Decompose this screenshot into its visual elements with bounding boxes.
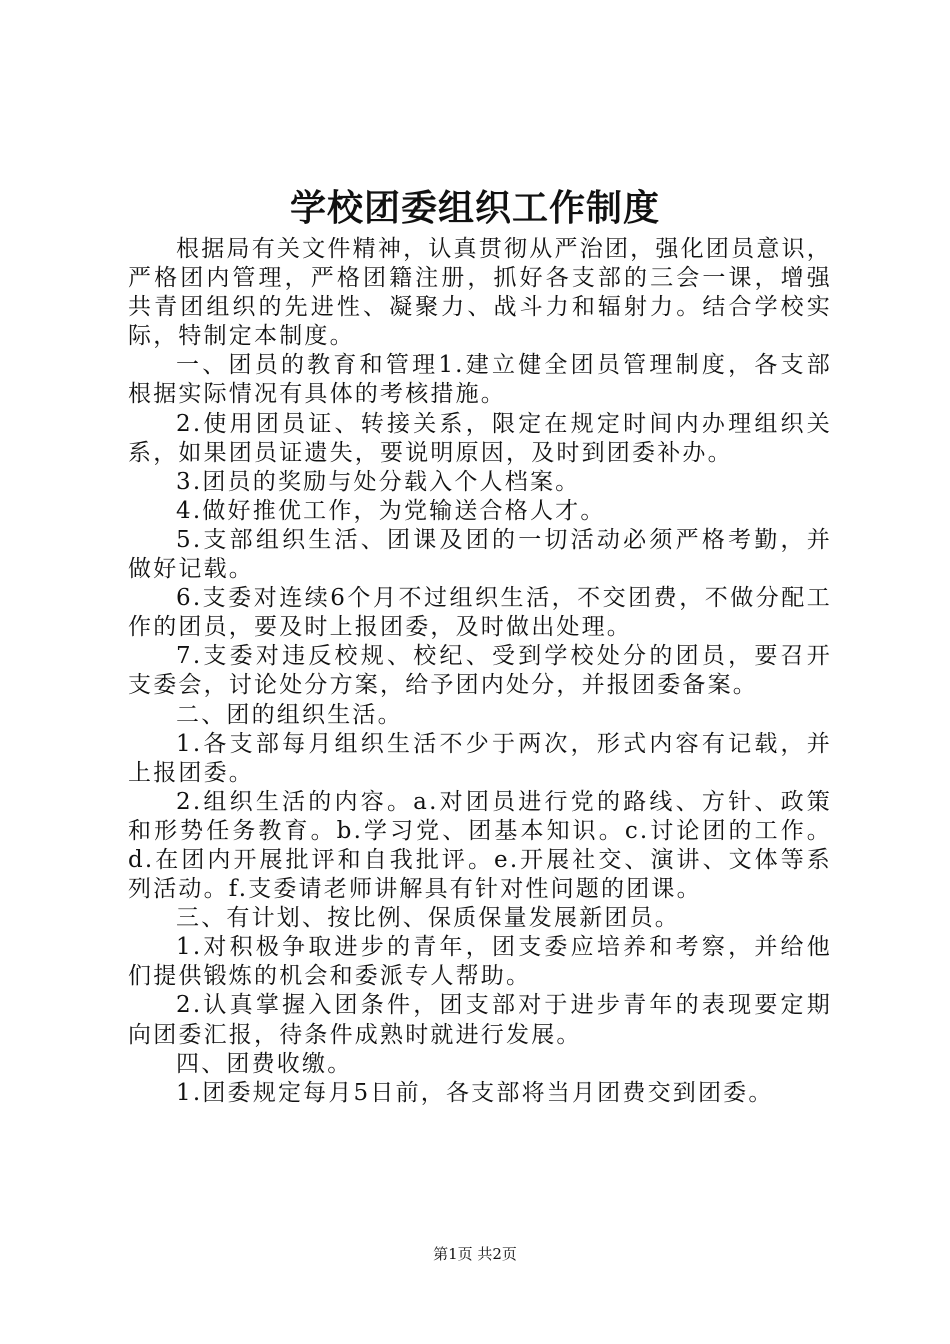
document-title: 学校团委组织工作制度 bbox=[289, 187, 660, 229]
paragraph-section-1-item-4: 4.做好推优工作，为党输送合格人才。 bbox=[176, 497, 606, 524]
paragraph-section-3-item-1: 1.对积极争取进步的青年，团支委应培养和考察，并给他们提供锻炼的机会和委派专人帮助。 bbox=[128, 934, 832, 990]
paragraph-section-1-item-1: 一、团员的教育和管理1.建立健全团员管理制度，各支部根据实际情况有具体的考核措施。 bbox=[128, 352, 832, 408]
paragraph-intro: 根据局有关文件精神，认真贯彻从严治团，强化团员意识，严格团内管理，严格团籍注册，抓好各支部的三会一课，增强共青团组织的先进性、凝聚力、战斗力和辐射力。结合学校实际，特制定本制度。 bbox=[128, 236, 832, 350]
paragraph-section-2-item-2: 2.组织生活的内容。a.对团员进行党的路线、方针、政策和形势任务教育。b.学习党、团基本知识。c.讨论团的工作。d.在团内开展批评和自我批评。e.开展社交、演讲、文体等系列活动。f.支委请老师讲解具有针对性问题的团课。 bbox=[128, 788, 832, 903]
paragraph-section-1-item-6: 6.支委对连续6个月不过组织生活，不交团费，不做分配工作的团员，要及时上报团委，及时做出处理。 bbox=[128, 585, 832, 641]
document-body bbox=[128, 235, 832, 1108]
page-indicator: 第1页 共2页 bbox=[433, 1245, 517, 1263]
section-heading-3: 三、有计划、按比例、保质保量发展新团员。 bbox=[176, 905, 680, 932]
paragraph-section-2-item-1: 1.各支部每月组织生活不少于两次，形式内容有记载，并上报团委。 bbox=[128, 730, 832, 786]
section-heading-4: 四、团费收缴。 bbox=[176, 1050, 353, 1077]
paragraph-section-4-item-1: 1.团委规定每月5日前，各支部将当月团费交到团委。 bbox=[176, 1079, 774, 1106]
paragraph-section-1-item-3: 3.团员的奖励与处分载入个人档案。 bbox=[176, 468, 581, 495]
paragraph-section-1-item-2: 2.使用团员证、转接关系，限定在规定时间内办理组织关系，如果团员证遗失，要说明原因，及时到团委补办。 bbox=[128, 410, 832, 466]
paragraph-section-3-item-2: 2.认真掌握入团条件，团支部对于进步青年的表现要定期向团委汇报，待条件成熟时就进行发展。 bbox=[128, 992, 832, 1048]
section-heading-2: 二、团的组织生活。 bbox=[176, 701, 403, 728]
paragraph-section-1-item-5: 5.支部组织生活、团课及团的一切活动必须严格考勤，并做好记载。 bbox=[128, 526, 832, 583]
paragraph-section-1-item-7: 7.支委对违反校规、校纪、受到学校处分的团员，要召开支委会，讨论处分方案，给予团内处分，并报团委备案。 bbox=[128, 643, 832, 699]
